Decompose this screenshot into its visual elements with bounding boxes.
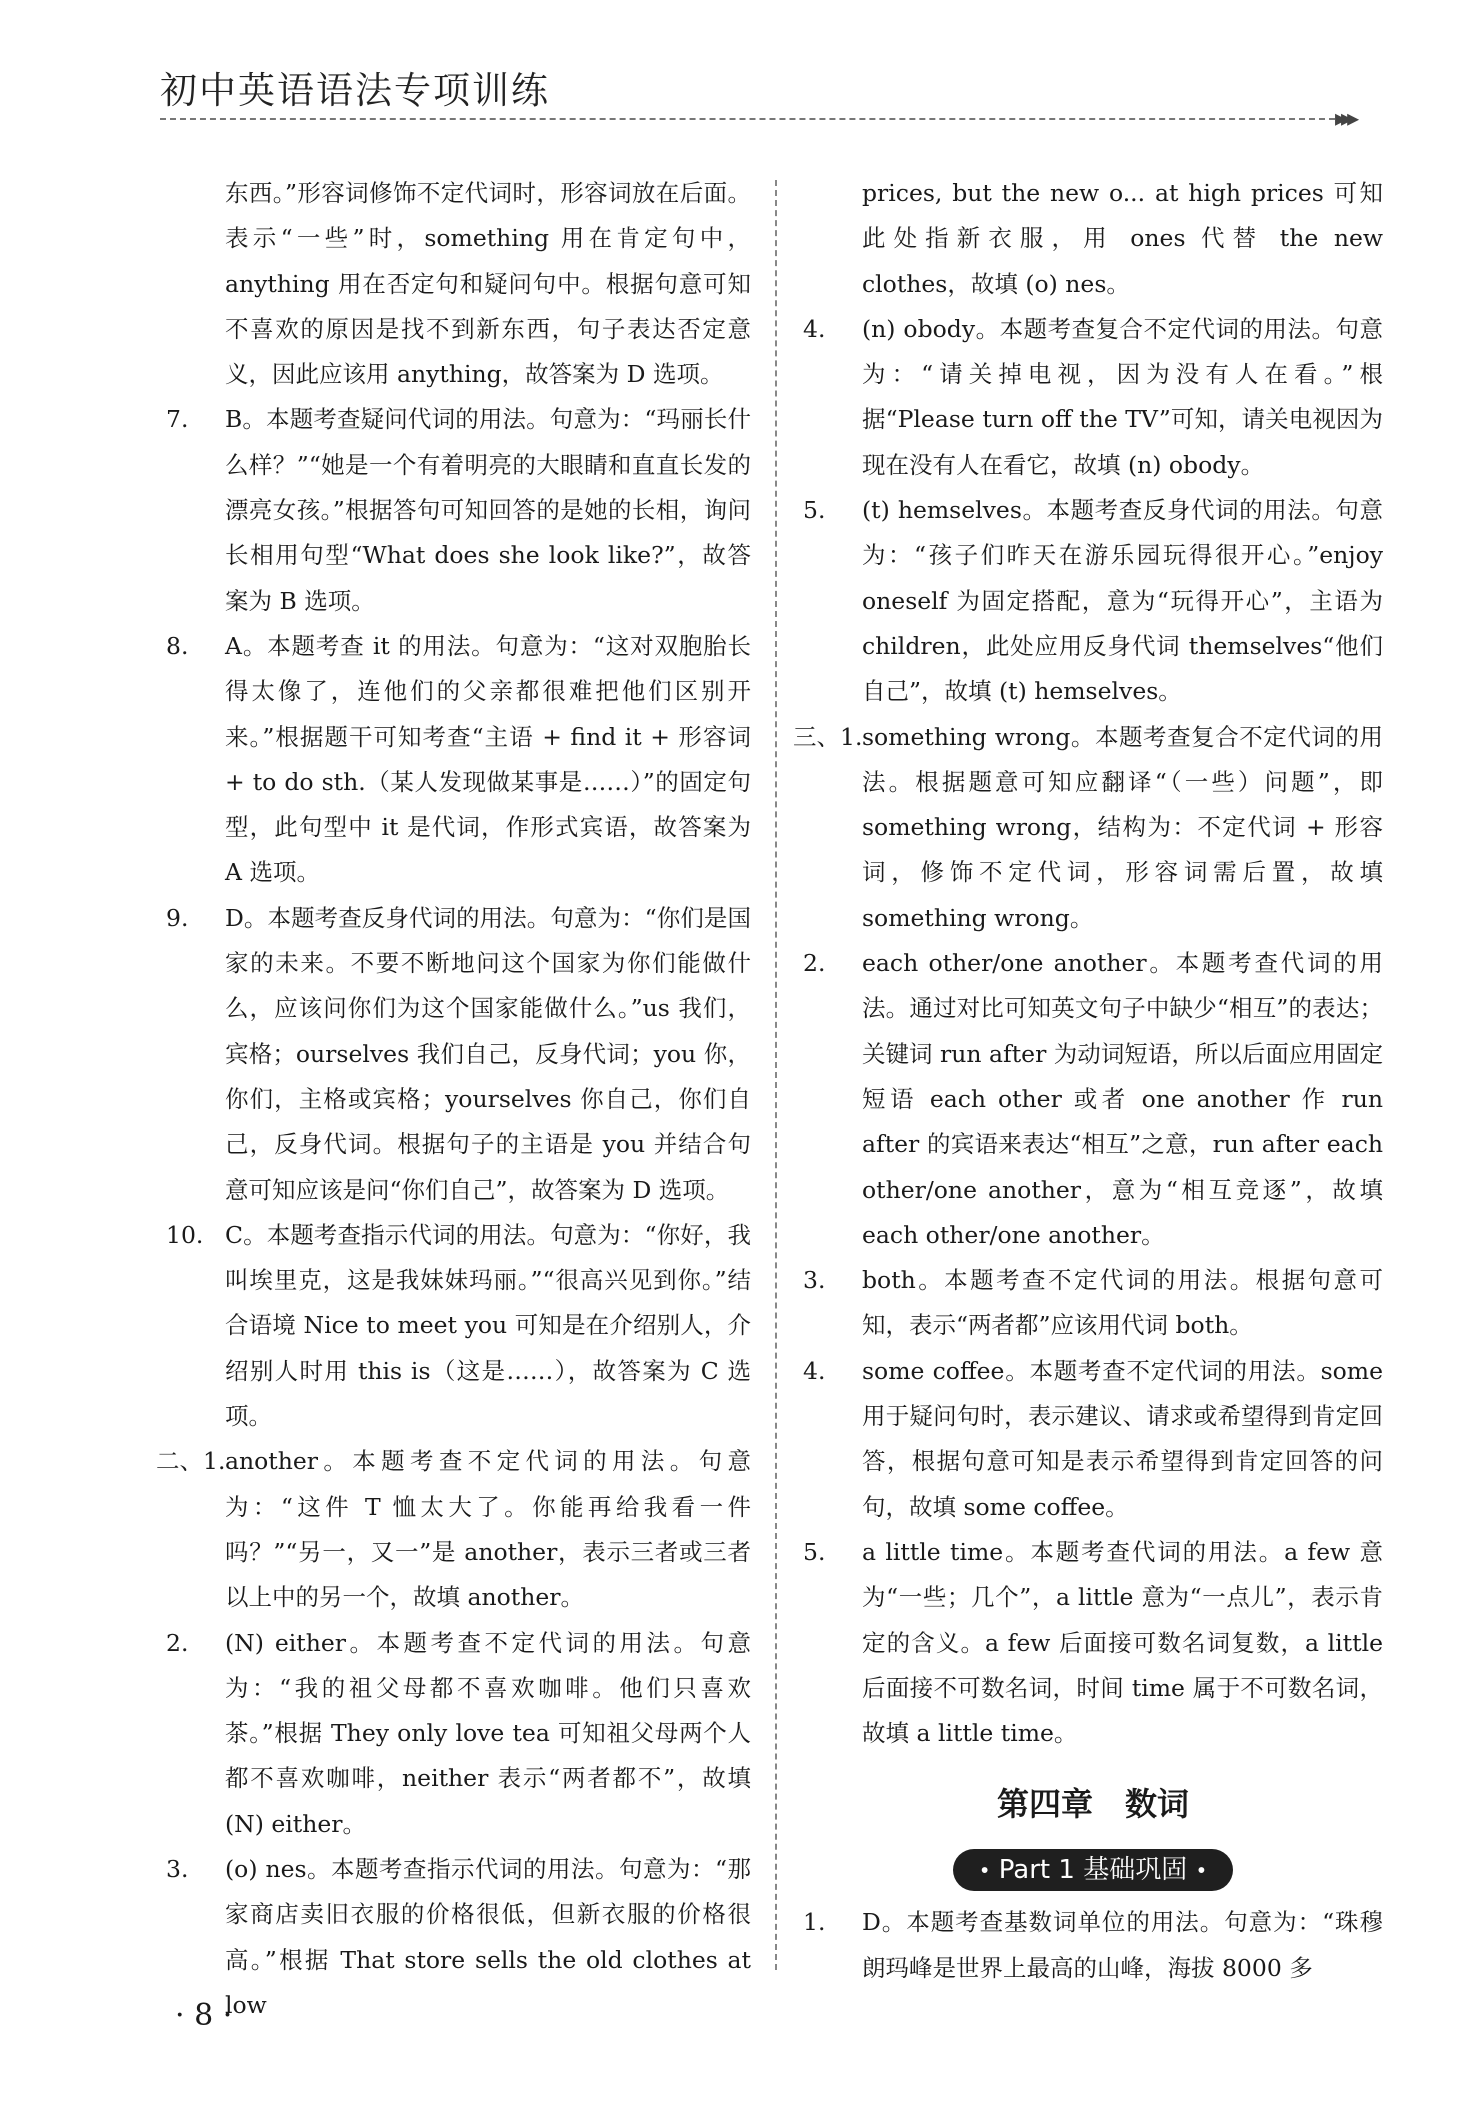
answer-continuation xyxy=(803,171,1383,307)
answer-item xyxy=(803,1349,1383,1530)
section-item-number: 二、1. xyxy=(156,1447,226,1476)
header-divider xyxy=(160,118,1335,120)
item-number: 5. xyxy=(803,1537,826,1566)
answer-item xyxy=(166,397,751,623)
page-number: · 8 · xyxy=(175,1998,233,2033)
answer-text: 东西。”形容词修饰不定代词时，形容词放在后面。表示“一些”时，something 用在肯定句中，anything 用在否定句和疑问句中。根据句意可知不喜欢的原因是找不到新东西，句子表达否定意义，因此应该用 anything，故答案为 D 选项。 xyxy=(225,179,751,389)
answer-item xyxy=(803,941,1383,1258)
answer-text: B。本题考查疑问代词的用法。句意为：“玛丽长什么样？”“她是一个有着明亮的大眼睛和直直长发的漂亮女孩。”根据答句可知回答的是她的长相，询问长相用句型“What does she look like?”，故答案为 B 选项。 xyxy=(225,405,751,615)
answer-text: (t) hemselves。本题考查反身代词的用法。句意为：“孩子们昨天在游乐园玩得很开心。”enjoy oneself 为固定搭配，意为“玩得开心”，主语为 children，此处应用反身代词 themselves“他们自己”，故填 (t) hemselves。 xyxy=(862,496,1383,706)
answer-item xyxy=(793,715,1383,941)
bullet-icon: • xyxy=(978,1858,991,1883)
arrow-icon: ▸▸▸ xyxy=(1335,104,1354,132)
answer-continuation xyxy=(166,171,751,397)
answer-item xyxy=(156,1439,751,1620)
answer-text: each other/one another。本题考查代词的用法。通过对比可知英文句子中缺少“相互”的表达；关键词 run after 为动词短语，所以后面应用固定短语 each other 或者 one another 作 run after 的宾语来表达“相互”之意，run after each other/one another，意为“相互竞逐”，故填 each other/one another。 xyxy=(862,949,1383,1249)
item-number: 1. xyxy=(803,1908,826,1937)
answer-item xyxy=(166,1213,751,1439)
item-number: 8. xyxy=(166,631,189,660)
answer-item xyxy=(803,1530,1383,1756)
answer-text: (n) obody。本题考查复合不定代词的用法。句意为：“请关掉电视，因为没有人在看。”根据“Please turn off the TV”可知，请关电视因为现在没有人在看它，故填 (n) obody。 xyxy=(862,314,1383,479)
item-number: 7. xyxy=(166,405,189,434)
answer-item xyxy=(803,307,1383,488)
chapter-title: 第四章 数词 xyxy=(996,1785,1189,1824)
answer-item xyxy=(803,1258,1383,1349)
left-column xyxy=(156,171,751,2028)
item-number: 2. xyxy=(803,949,826,978)
column-divider xyxy=(775,180,777,1970)
answer-text: C。本题考查指示代词的用法。句意为：“你好，我叫埃里克，这是我妹妹玛丽。”“很高兴见到你。”结合语境 Nice to meet you 可知是在介绍别人，介绍别人时用 this is（这是……），故答案为 C 选项。 xyxy=(225,1220,751,1431)
answer-text: something wrong。本题考查复合不定代词的用法。根据题意可知应翻译“（一些）问题”，即 something wrong，结构为：不定代词 + 形容词，修饰不定代词，形容词需后置，故填 something wrong。 xyxy=(862,722,1383,932)
answer-text: some coffee。本题考查不定代词的用法。some 用于疑问句时，表示建议、请求或希望得到肯定回答，根据句意可知是表示希望得到肯定回答的问句，故填 some coffee。 xyxy=(862,1356,1383,1521)
item-number: 4. xyxy=(803,1356,826,1385)
answer-text: another。本题考查不定代词的用法。句意为：“这件 T 恤太大了。你能再给我看一件吗？”“另一，又一”是 another，表示三者或三者以上中的另一个，故填 another。 xyxy=(225,1447,751,1612)
answer-item xyxy=(166,896,751,1213)
item-number: 9. xyxy=(166,903,189,932)
right-column xyxy=(793,171,1383,1991)
item-number: 4. xyxy=(803,314,826,343)
item-number: 2. xyxy=(166,1628,189,1657)
item-number: 10. xyxy=(166,1220,204,1249)
answer-text: a little time。本题考查代词的用法。a few 意为“一些；几个”，a little 意为“一点儿”，表示肯定的含义。a few 后面接可数名词复数，a little 后面接不可数名词，时间 time 属于不可数名词，故填 a little time。 xyxy=(862,1537,1383,1748)
section-item-number: 三、1. xyxy=(793,722,863,751)
answer-text: both。本题考查不定代词的用法。根据句意可知，表示“两者都”应该用代词 both。 xyxy=(862,1266,1383,1340)
header-title: 初中英语语法专项训练 xyxy=(160,69,550,112)
answer-text: (N) either。本题考查不定代词的用法。句意为：“我的祖父母都不喜欢咖啡。他们只喜欢茶。”根据 They only love tea 可知祖父母两个人都不喜欢咖啡，neither 表示“两者都不”，故填 (N) either。 xyxy=(225,1628,751,1838)
answer-text: A。本题考查 it 的用法。句意为：“这对双胞胎长得太像了，连他们的父亲都很难把他们区别开来。”根据题干可知考查“主语 + find it + 形容词 + to do sth.（某人发现做某事是……）”的固定句型，此句型中 it 是代词，作形式宾语，故答案为 A 选项。 xyxy=(225,631,751,887)
bullet-icon: • xyxy=(1195,1858,1208,1883)
item-number: 3. xyxy=(166,1854,189,1883)
part-banner xyxy=(803,1848,1383,1892)
answer-item xyxy=(166,1847,751,2028)
part-badge xyxy=(953,1849,1234,1891)
item-number: 3. xyxy=(803,1266,826,1295)
answer-item xyxy=(166,624,751,896)
answer-item xyxy=(803,1900,1383,1991)
answer-text: prices, but the new o... at high prices 可知此处指新衣服，用 ones 代替 the new clothes，故填 (o) nes。 xyxy=(862,179,1383,298)
item-number: 5. xyxy=(803,496,826,525)
answer-item xyxy=(166,1621,751,1847)
answer-item xyxy=(803,488,1383,714)
part-label: Part 1 基础巩固 xyxy=(998,1855,1188,1886)
answer-text: (o) nes。本题考查指示代词的用法。句意为：“那家商店卖旧衣服的价格很低，但新衣服的价格很高。”根据 That store sells the old clothes at low xyxy=(225,1854,751,2019)
answer-text: D。本题考查反身代词的用法。句意为：“你们是国家的未来。不要不断地问这个国家为你们能做什么，应该问你们为这个国家能做什么。”us 我们，宾格；ourselves 我们自己，反身代词；you 你，你们，主格或宾格；yourselves 你自己，你们自己，反身代词。根据句子的主语是 you 并结合句意可知应该是问“你们自己”，故答案为 D 选项。 xyxy=(225,903,751,1204)
answer-text: D。本题考查基数词单位的用法。句意为：“珠穆朗玛峰是世界上最高的山峰，海拔 8000 多 xyxy=(862,1908,1383,1982)
